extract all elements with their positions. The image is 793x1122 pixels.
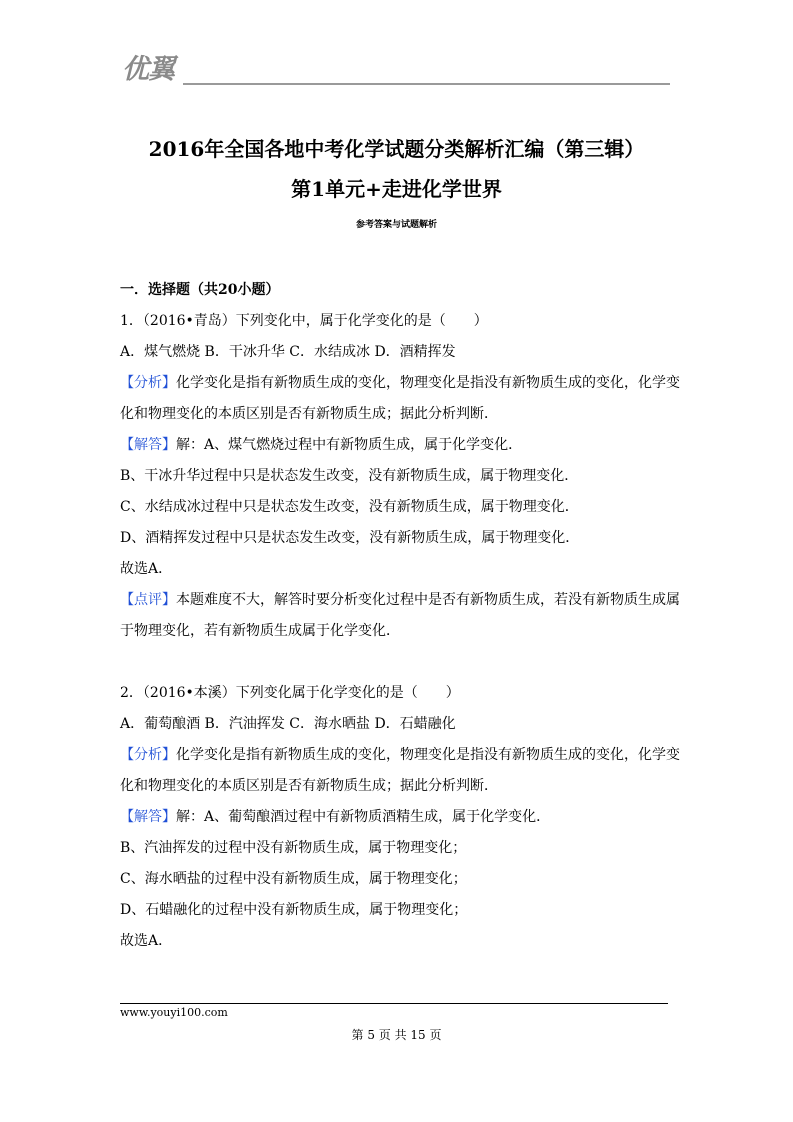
brand-logo: 优翼: [122, 54, 174, 85]
answer-line: C、海水晒盐的过程中没有新物质生成，属于物理变化；: [120, 871, 467, 887]
section-heading: 一．选择题（共20小题）: [120, 282, 280, 298]
page-subtitle: 第1单元+走进化学世界: [291, 177, 502, 201]
page-title: 2016年全国各地中考化学试题分类解析汇编（第三辑）: [148, 137, 645, 161]
answer-line: D、酒精挥发过程中只是状态发生改变，没有新物质生成，属于物理变化．: [120, 530, 580, 546]
answer-block: [120, 430, 680, 461]
comment-tag: 【点评】: [120, 592, 176, 608]
header-rule: [183, 83, 670, 85]
analysis-block: [120, 368, 680, 430]
footer-url: www.youyi100.com: [120, 1006, 228, 1019]
analysis-text: 化学变化是指有新物质生成的变化，物理变化是指没有新物质生成的变化，化学变化和物理变化的本质区别是否有新物质生成；据此分析判断．: [120, 375, 680, 422]
comment-block: [120, 585, 680, 647]
analysis-text: 化学变化是指有新物质生成的变化，物理变化是指没有新物质生成的变化，化学变化和物理变化的本质区别是否有新物质生成；据此分析判断．: [120, 747, 680, 794]
footer-rule: [120, 1003, 668, 1004]
analysis-tag: 【分析】: [120, 375, 176, 391]
answer-caption: 参考答案与试题解析: [355, 220, 437, 230]
question-spacer: [120, 647, 680, 678]
answer-conclusion: 故选A．: [120, 561, 173, 577]
answer-text: 解：A、煤气燃烧过程中有新物质生成，属于化学变化．: [176, 437, 523, 453]
answer-line: C、水结成冰过程中只是状态发生改变，没有新物质生成，属于物理变化．: [120, 499, 579, 515]
answer-line: B、汽油挥发的过程中没有新物质生成，属于物理变化；: [120, 840, 467, 856]
question-options: A．煤气燃烧 B．干冰升华 C．水结成冰 D．酒精挥发: [120, 344, 456, 360]
answer-line: D、石蜡融化的过程中没有新物质生成，属于物理变化；: [120, 902, 468, 918]
answer-block: [120, 802, 680, 833]
analysis-tag: 【分析】: [120, 747, 176, 763]
question-stem: 1．（2016•青岛）下列变化中，属于化学变化的是（ ）: [120, 313, 488, 329]
document-body: [120, 275, 680, 957]
question-stem: 2．（2016•本溪）下列变化属于化学变化的是（ ）: [120, 685, 460, 701]
answer-conclusion: 故选A．: [120, 933, 173, 949]
answer-line: B、干冰升华过程中只是状态发生改变，没有新物质生成，属于物理变化．: [120, 468, 579, 484]
page-number: 第 5 页 共 15 页: [351, 1028, 442, 1042]
answer-tag: 【解答】: [120, 437, 176, 453]
answer-text: 解：A、葡萄酿酒过程中有新物质酒精生成，属于化学变化．: [176, 809, 551, 825]
answer-tag: 【解答】: [120, 809, 176, 825]
comment-text: 本题难度不大，解答时要分析变化过程中是否有新物质生成，若没有新物质生成属于物理变化，若有新物质生成属于化学变化．: [120, 592, 680, 639]
question-options: A．葡萄酿酒 B．汽油挥发 C．海水晒盐 D．石蜡融化: [120, 716, 456, 732]
analysis-block: [120, 740, 680, 802]
